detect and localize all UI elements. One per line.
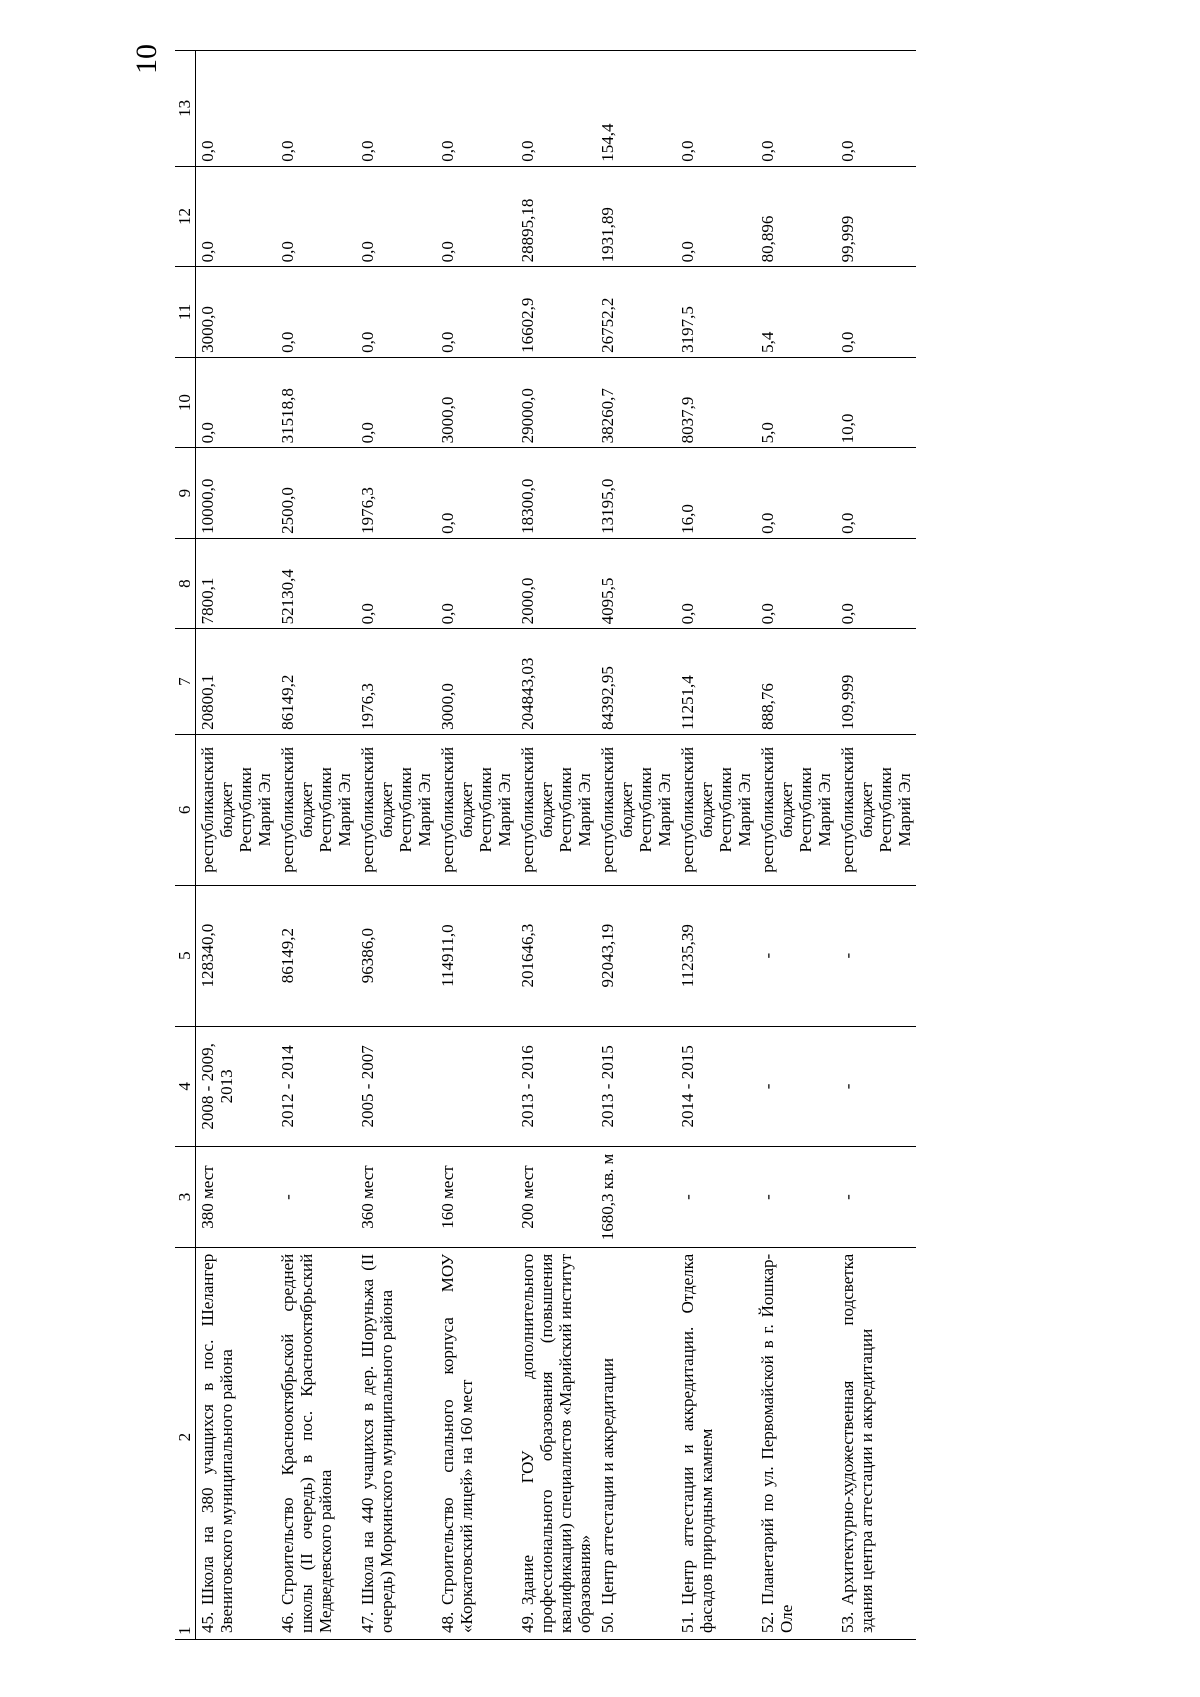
cell-period: - (836, 1026, 916, 1147)
cell-c11: 0,0 (276, 267, 356, 358)
cell-name-text: Центр аттестации и аккредитации (597, 1358, 617, 1605)
cell-c10: 0,0 (196, 357, 276, 448)
cell-period: 2014 - 2015 (676, 1026, 756, 1147)
cell-row-number: 46. (277, 1611, 297, 1633)
table-row (436, 51, 516, 1640)
cell-c8: 52130,4 (276, 538, 356, 629)
cell-c13: 0,0 (436, 51, 516, 167)
cell-c10: 31518,8 (276, 357, 356, 448)
cell-row-number: 53. (837, 1611, 857, 1633)
cell-c8: 0,0 (836, 538, 916, 629)
cell-c8: 0,0 (356, 538, 436, 629)
cell-c12: 0,0 (356, 166, 436, 267)
cell-period (436, 1026, 516, 1147)
cell-c12: 28895,18 (516, 166, 596, 267)
cell-row-number: 49. (517, 1611, 537, 1633)
cell-capacity: 160 мест (436, 1147, 516, 1248)
header-col-7: 7 (175, 629, 196, 735)
cell-c7: 1976,3 (356, 629, 436, 735)
cell-c10: 29000,0 (516, 357, 596, 448)
cell-source: республиканский бюджет Республики Марий Эл (356, 734, 436, 885)
cell-c7: 20800,1 (196, 629, 276, 735)
cell-c11: 5,4 (756, 267, 836, 358)
header-col-13: 13 (175, 51, 196, 167)
cell-source: республиканский бюджет Республики Марий Эл (836, 734, 916, 885)
cell-c12: 80,896 (756, 166, 836, 267)
cell-name-text: Архитектурно-художественная подсветка здания центра аттестации и аккредитации (837, 1253, 876, 1633)
cell-capacity: - (276, 1147, 356, 1248)
header-col-2-label: 2 (175, 1432, 194, 1442)
investment-table (175, 50, 916, 1640)
cell-row-number: 50. (597, 1611, 617, 1633)
cell-c12: 99,999 (836, 166, 916, 267)
cell-c7: 86149,2 (276, 629, 356, 735)
cell-c8: 7800,1 (196, 538, 276, 629)
cell-c10: 10,0 (836, 357, 916, 448)
cell-c11: 3197,5 (676, 267, 756, 358)
cell-c13: 154,4 (596, 51, 676, 167)
cell-c9: 13195,0 (596, 448, 676, 539)
cell-c8: 4095,5 (596, 538, 676, 629)
cell-name-text: Школа на 380 учащихся в пос. Шелангер Звениговского муниципального района (198, 1253, 236, 1633)
cell-object-name (436, 1247, 516, 1639)
cell-object-name (836, 1247, 916, 1639)
cell-capacity: 200 мест (516, 1147, 596, 1248)
table-row (516, 51, 596, 1640)
cell-capacity: - (836, 1147, 916, 1248)
cell-source: республиканский бюджет Республики Марий Эл (436, 734, 516, 885)
cell-c8: 0,0 (676, 538, 756, 629)
table-body (196, 51, 916, 1640)
cell-c11: 3000,0 (196, 267, 276, 358)
cell-c9: 1976,3 (356, 448, 436, 539)
cell-c13: 0,0 (836, 51, 916, 167)
page-number: 10 (130, 44, 163, 74)
header-col-1: 1 (175, 1626, 194, 1635)
table-row (596, 51, 676, 1640)
cell-cost: 201646,3 (516, 885, 596, 1026)
cell-c11: 16602,9 (516, 267, 596, 358)
cell-capacity: 380 мест (196, 1147, 276, 1248)
header-col-11: 11 (175, 267, 196, 358)
cell-period: 2005 - 2007 (356, 1026, 436, 1147)
header-row (175, 51, 196, 1640)
table-row (356, 51, 436, 1640)
cell-cost: 11235,39 (676, 885, 756, 1026)
table-row (276, 51, 356, 1640)
cell-c13: 0,0 (196, 51, 276, 167)
cell-c8: 2000,0 (516, 538, 596, 629)
cell-source: республиканский бюджет Республики Марий Эл (276, 734, 356, 885)
cell-period: 2013 - 2016 (516, 1026, 596, 1147)
cell-c7: 3000,0 (436, 629, 516, 735)
cell-c11: 0,0 (836, 267, 916, 358)
cell-c11: 0,0 (356, 267, 436, 358)
cell-period: 2013 - 2015 (596, 1026, 676, 1147)
cell-c13: 0,0 (676, 51, 756, 167)
cell-cost: - (836, 885, 916, 1026)
cell-period: 2012 - 2014 (276, 1026, 356, 1147)
cell-c9: 16,0 (676, 448, 756, 539)
cell-c8: 0,0 (436, 538, 516, 629)
cell-c10: 0,0 (356, 357, 436, 448)
cell-source: республиканский бюджет Республики Марий Эл (516, 734, 596, 885)
cell-cost: 92043,19 (596, 885, 676, 1026)
cell-c9: 0,0 (836, 448, 916, 539)
cell-c11: 0,0 (436, 267, 516, 358)
cell-name-text: Строительство спального корпуса МОУ «Коркатовский лицей» на 160 мест (437, 1253, 476, 1633)
cell-object-name (196, 1247, 276, 1639)
cell-name-text: Школа на 440 учащихся в дер. Шоруньжа (II очередь) Моркинского муниципального района (357, 1253, 396, 1633)
cell-capacity: 360 мест (356, 1147, 436, 1248)
cell-c12: 0,0 (276, 166, 356, 267)
cell-source: республиканский бюджет Республики Марий Эл (756, 734, 836, 885)
cell-c10: 3000,0 (436, 357, 516, 448)
header-col-12: 12 (175, 166, 196, 267)
cell-cost: 128340,0 (196, 885, 276, 1026)
cell-c10: 8037,9 (676, 357, 756, 448)
rotated-table-wrapper (175, 50, 935, 1640)
cell-c9: 0,0 (436, 448, 516, 539)
cell-c7: 11251,4 (676, 629, 756, 735)
cell-source: республиканский бюджет Республики Марий Эл (596, 734, 676, 885)
cell-c12: 0,0 (436, 166, 516, 267)
cell-name-text: Строительство Краснооктябрьской средней школы (II очередь) в пос. Краснооктябрьский Медведевского района (277, 1253, 335, 1633)
cell-object-name (756, 1247, 836, 1639)
header-col-5: 5 (175, 885, 196, 1026)
cell-row-number: 48. (437, 1611, 457, 1633)
cell-c9: 0,0 (756, 448, 836, 539)
cell-c7: 84392,95 (596, 629, 676, 735)
cell-capacity: - (676, 1147, 756, 1248)
cell-capacity: - (756, 1147, 836, 1248)
table-row (196, 51, 276, 1640)
header-col-4: 4 (175, 1026, 196, 1147)
cell-c13: 0,0 (516, 51, 596, 167)
cell-c12: 0,0 (676, 166, 756, 267)
cell-object-name (596, 1247, 676, 1639)
table-row (756, 51, 836, 1640)
header-col-9: 9 (175, 448, 196, 539)
cell-row-number: 52. (757, 1611, 777, 1633)
cell-source: республиканский бюджет Республики Марий Эл (196, 734, 276, 885)
cell-cost: 86149,2 (276, 885, 356, 1026)
cell-object-name (356, 1247, 436, 1639)
cell-object-name (516, 1247, 596, 1639)
cell-name-text: Планетарий по ул. Первомайской в г. Йошкар-Оле (757, 1253, 796, 1633)
cell-cost: 114911,0 (436, 885, 516, 1026)
cell-c7: 888,76 (756, 629, 836, 735)
cell-row-number: 51. (677, 1611, 697, 1633)
cell-object-name (276, 1247, 356, 1639)
header-col-10: 10 (175, 357, 196, 448)
cell-c13: 0,0 (276, 51, 356, 167)
table-row (676, 51, 756, 1640)
cell-cost: - (756, 885, 836, 1026)
cell-c12: 1931,89 (596, 166, 676, 267)
cell-row-number: 45. (198, 1611, 217, 1633)
cell-row-number: 47. (357, 1611, 377, 1633)
header-col-3: 3 (175, 1147, 196, 1248)
cell-object-name (676, 1247, 756, 1639)
cell-period: 2008 - 2009, 2013 (196, 1026, 276, 1147)
cell-c9: 2500,0 (276, 448, 356, 539)
cell-c8: 0,0 (756, 538, 836, 629)
cell-c7: 204843,03 (516, 629, 596, 735)
table-row (836, 51, 916, 1640)
cell-capacity: 1680,3 кв. м (596, 1147, 676, 1248)
cell-c13: 0,0 (356, 51, 436, 167)
cell-c10: 5,0 (756, 357, 836, 448)
cell-c9: 10000,0 (196, 448, 276, 539)
cell-c7: 109,999 (836, 629, 916, 735)
cell-name-text: Центр аттестации и аккредитации. Отделка фасадов природным камнем (677, 1253, 716, 1633)
cell-c10: 38260,7 (596, 357, 676, 448)
cell-c13: 0,0 (756, 51, 836, 167)
cell-period: - (756, 1026, 836, 1147)
cell-c9: 18300,0 (516, 448, 596, 539)
header-col-6: 6 (175, 734, 196, 885)
header-col-2 (175, 1247, 196, 1639)
cell-cost: 96386,0 (356, 885, 436, 1026)
header-col-8: 8 (175, 538, 196, 629)
cell-source: республиканский бюджет Республики Марий Эл (676, 734, 756, 885)
cell-c12: 0,0 (196, 166, 276, 267)
cell-name-text: Здание ГОУ дополнительного профессионального образования (повышения квалификации) специалистов «Марийский институт образования» (517, 1253, 594, 1633)
cell-c11: 26752,2 (596, 267, 676, 358)
